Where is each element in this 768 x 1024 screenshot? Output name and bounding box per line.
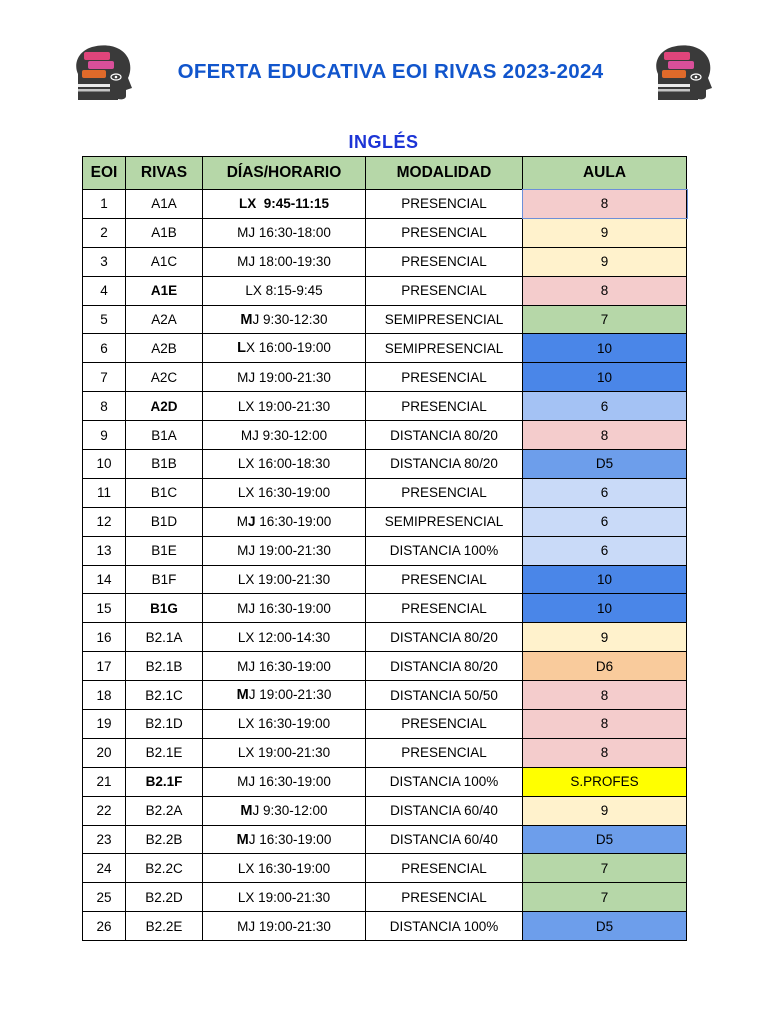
schedule-cell (203, 363, 366, 392)
schedule-days: MJ (237, 369, 256, 385)
rivas-group-cell: B2.1C (126, 681, 203, 710)
aula-cell: 7 (523, 854, 687, 883)
schedule-days: MJ (237, 658, 256, 674)
schedule-days: LX (237, 340, 256, 357)
schedule-cell (203, 681, 366, 710)
schedule-days: MJ (237, 543, 256, 559)
modalidad-cell: DISTANCIA 80/20 (366, 421, 523, 450)
modalidad-cell: PRESENCIAL (366, 594, 523, 623)
schedule-time: 16:30-19:00 (255, 658, 331, 674)
aula-cell: 8 (523, 276, 687, 305)
schedule-days: LX (237, 572, 255, 588)
schedule-time: 9:30-12:00 (258, 427, 328, 443)
schedule-time: 16:30-19:00 (255, 774, 331, 790)
schedule-cell (203, 710, 366, 739)
schedule-time: 19:00-21:30 (254, 889, 331, 905)
rivas-group-cell: B2.2A (126, 796, 203, 825)
rivas-group-cell: B1F (126, 565, 203, 594)
table-row (83, 767, 687, 796)
table-row (83, 305, 687, 334)
rivas-group-cell: B2.2D (126, 883, 203, 912)
schedule-time: 16:30-18:00 (255, 225, 331, 241)
eoi-number-cell: 22 (83, 796, 126, 825)
schedule-time: 19:00-21:30 (255, 687, 332, 703)
schedule-time: 16:30-19:00 (254, 860, 331, 876)
table-row (83, 594, 687, 623)
schedule-cell (203, 912, 366, 941)
table-row (83, 825, 687, 854)
schedule-time: 16:30-19:00 (255, 831, 332, 847)
schedule-cell (203, 276, 366, 305)
table-row (83, 334, 687, 363)
column-header-dias-horario: DÍAS/HORARIO (203, 157, 366, 190)
modalidad-cell: DISTANCIA 100% (366, 912, 523, 941)
rivas-group-cell: B2.1B (126, 652, 203, 681)
modalidad-cell: DISTANCIA 60/40 (366, 825, 523, 854)
schedule-days: MJ (237, 918, 256, 934)
table-body (83, 190, 687, 941)
schedule-days: MJ (240, 427, 259, 443)
schedule-days: LX (237, 398, 255, 414)
eoi-rivas-logo (650, 44, 716, 102)
aula-cell: 8 (523, 710, 687, 739)
schedule-days: LX (237, 485, 255, 501)
schedule-cell (203, 334, 366, 363)
eoi-rivas-logo (70, 44, 136, 102)
column-header-aula: AULA (523, 157, 687, 190)
eoi-number-cell: 20 (83, 738, 126, 767)
table-row (83, 738, 687, 767)
eoi-number-cell: 8 (83, 392, 126, 421)
schedule-cell (203, 825, 366, 854)
schedule-cell (203, 623, 366, 652)
modalidad-cell: DISTANCIA 100% (366, 536, 523, 565)
eoi-number-cell: 5 (83, 305, 126, 334)
aula-cell: D6 (523, 652, 687, 681)
rivas-group-cell: B1B (126, 450, 203, 479)
schedule-cell (203, 421, 366, 450)
schedule-days: MJ (240, 802, 260, 819)
table-row (83, 623, 687, 652)
rivas-group-cell: A2C (126, 363, 203, 392)
column-header-modalidad: MODALIDAD (366, 157, 523, 190)
modalidad-cell: PRESENCIAL (366, 392, 523, 421)
schedule-time: 19:00-21:30 (255, 918, 331, 934)
modalidad-cell: PRESENCIAL (366, 218, 523, 247)
schedule-time: 9:30-12:00 (259, 802, 328, 818)
rivas-group-cell: B1A (126, 421, 203, 450)
schedule-cell (203, 536, 366, 565)
schedule-time: 16:30-19:00 (255, 600, 331, 616)
modalidad-cell: PRESENCIAL (366, 190, 523, 219)
schedule-days: MJ (236, 831, 256, 848)
eoi-number-cell: 2 (83, 218, 126, 247)
schedule-cell (203, 854, 366, 883)
eoi-number-cell: 23 (83, 825, 126, 854)
table-row (83, 710, 687, 739)
table-header-row (83, 157, 687, 190)
schedule-days: LX (245, 283, 262, 299)
schedule-days: MJ (237, 225, 256, 241)
section-title: INGLÉS (348, 132, 419, 152)
aula-cell: 8 (523, 421, 687, 450)
eoi-number-cell: 25 (83, 883, 126, 912)
schedule-days: LX (237, 745, 255, 761)
eoi-number-cell: 19 (83, 710, 126, 739)
eoi-number-cell: 10 (83, 450, 126, 479)
modalidad-cell: PRESENCIAL (366, 363, 523, 392)
rivas-group-cell: B2.1D (126, 710, 203, 739)
course-schedule-table (82, 156, 687, 941)
schedule-time: 18:00-19:30 (255, 254, 331, 270)
table-row (83, 681, 687, 710)
modalidad-cell: PRESENCIAL (366, 276, 523, 305)
schedule-days: MJ (237, 774, 256, 790)
aula-cell: 6 (523, 536, 687, 565)
modalidad-cell: PRESENCIAL (366, 247, 523, 276)
schedule-days: MJ (236, 514, 256, 530)
aula-cell: D5 (523, 912, 687, 941)
rivas-group-cell: A1A (126, 190, 203, 219)
eoi-number-cell: 16 (83, 623, 126, 652)
aula-cell: 6 (523, 392, 687, 421)
table-row (83, 247, 687, 276)
schedule-days: LX (238, 196, 257, 212)
schedule-time: 19:00-21:30 (254, 745, 331, 761)
eoi-number-cell: 7 (83, 363, 126, 392)
schedule-days: MJ (237, 600, 256, 616)
table-row (83, 854, 687, 883)
aula-cell: 7 (523, 883, 687, 912)
rivas-group-cell: B1C (126, 478, 203, 507)
aula-cell: 9 (523, 218, 687, 247)
aula-cell: 6 (523, 478, 687, 507)
eoi-number-cell: 4 (83, 276, 126, 305)
modalidad-cell: DISTANCIA 80/20 (366, 652, 523, 681)
schedule-days: LX (237, 629, 255, 645)
aula-cell: D5 (523, 450, 687, 479)
rivas-group-cell: B2.1A (126, 623, 203, 652)
schedule-days: MJ (236, 687, 256, 704)
table-row (83, 565, 687, 594)
modalidad-cell: DISTANCIA 60/40 (366, 796, 523, 825)
eoi-number-cell: 17 (83, 652, 126, 681)
modalidad-cell: DISTANCIA 100% (366, 767, 523, 796)
rivas-group-cell: A1B (126, 218, 203, 247)
table-row (83, 536, 687, 565)
table-row (83, 363, 687, 392)
schedule-cell (203, 392, 366, 421)
schedule-time: 16:30-19:00 (254, 485, 331, 501)
aula-cell: 7 (523, 305, 687, 334)
aula-cell: D5 (523, 825, 687, 854)
rivas-group-cell: B2.2E (126, 912, 203, 941)
rivas-group-cell: B1E (126, 536, 203, 565)
aula-cell: 10 (523, 565, 687, 594)
table-row (83, 652, 687, 681)
rivas-group-cell: A1E (126, 276, 203, 305)
schedule-time: 16:30-19:00 (254, 716, 331, 732)
eoi-number-cell: 1 (83, 190, 126, 219)
eoi-number-cell: 13 (83, 536, 126, 565)
eoi-number-cell: 11 (83, 478, 126, 507)
schedule-cell (203, 190, 366, 219)
schedule-cell (203, 565, 366, 594)
eoi-number-cell: 9 (83, 421, 126, 450)
table-row (83, 478, 687, 507)
aula-cell: 8 (523, 190, 687, 219)
rivas-group-cell: A2D (126, 392, 203, 421)
rivas-group-cell: B2.1F (126, 767, 203, 796)
schedule-cell (203, 738, 366, 767)
modalidad-cell: PRESENCIAL (366, 478, 523, 507)
rivas-group-cell: B2.2B (126, 825, 203, 854)
modalidad-cell: PRESENCIAL (366, 710, 523, 739)
table-row (83, 190, 687, 219)
schedule-cell (203, 218, 366, 247)
column-header-rivas: RIVAS (126, 157, 203, 190)
schedule-time: 16:00-18:30 (254, 456, 331, 472)
table-row (83, 421, 687, 450)
schedule-time: 19:00-21:30 (254, 398, 331, 414)
schedule-days: LX (237, 456, 255, 472)
table-row (83, 883, 687, 912)
schedule-cell (203, 247, 366, 276)
schedule-days: MJ (240, 311, 260, 328)
aula-cell: S.PROFES (523, 767, 687, 796)
table-row (83, 912, 687, 941)
schedule-days: LX (237, 716, 255, 732)
document-title: OFERTA EDUCATIVA EOI RIVAS 2023-2024 (177, 60, 604, 83)
aula-cell: 6 (523, 507, 687, 536)
table-row (83, 218, 687, 247)
schedule-time: 12:00-14:30 (254, 629, 331, 645)
eoi-number-cell: 12 (83, 507, 126, 536)
schedule-time: 16:00-19:00 (255, 340, 331, 356)
schedule-cell (203, 450, 366, 479)
schedule-cell (203, 594, 366, 623)
schedule-time: 16:30-19:00 (255, 514, 332, 530)
schedule-cell (203, 796, 366, 825)
schedule-time: 19:00-21:30 (254, 572, 331, 588)
modalidad-cell: PRESENCIAL (366, 738, 523, 767)
rivas-group-cell: B1D (126, 507, 203, 536)
rivas-group-cell: A2A (126, 305, 203, 334)
rivas-group-cell: B1G (126, 594, 203, 623)
rivas-group-cell: A1C (126, 247, 203, 276)
modalidad-cell: SEMIPRESENCIAL (366, 507, 523, 536)
modalidad-cell: DISTANCIA 80/20 (366, 450, 523, 479)
eoi-number-cell: 15 (83, 594, 126, 623)
schedule-cell (203, 652, 366, 681)
eoi-number-cell: 21 (83, 767, 126, 796)
aula-cell: 9 (523, 623, 687, 652)
modalidad-cell: SEMIPRESENCIAL (366, 305, 523, 334)
schedule-time: 8:15-9:45 (261, 283, 323, 299)
modalidad-cell: DISTANCIA 50/50 (366, 681, 523, 710)
table-row (83, 796, 687, 825)
eoi-number-cell: 24 (83, 854, 126, 883)
rivas-group-cell: B2.2C (126, 854, 203, 883)
eoi-number-cell: 6 (83, 334, 126, 363)
table-row (83, 392, 687, 421)
modalidad-cell: SEMIPRESENCIAL (366, 334, 523, 363)
eoi-number-cell: 14 (83, 565, 126, 594)
modalidad-cell: PRESENCIAL (366, 565, 523, 594)
aula-cell: 10 (523, 334, 687, 363)
schedule-cell (203, 767, 366, 796)
schedule-days: LX (237, 860, 255, 876)
aula-cell: 10 (523, 594, 687, 623)
schedule-time: 19:00-21:30 (255, 369, 331, 385)
rivas-group-cell: B2.1E (126, 738, 203, 767)
aula-cell: 10 (523, 363, 687, 392)
schedule-days: MJ (237, 254, 256, 270)
schedule-time: 9:30-12:30 (259, 311, 328, 327)
schedule-cell (203, 305, 366, 334)
eoi-number-cell: 18 (83, 681, 126, 710)
schedule-cell (203, 478, 366, 507)
aula-cell: 9 (523, 796, 687, 825)
table-row (83, 450, 687, 479)
schedule-cell (203, 507, 366, 536)
schedule-time: 9:45-11:15 (256, 196, 330, 212)
table-row (83, 276, 687, 305)
aula-cell: 9 (523, 247, 687, 276)
column-header-eoi: EOI (83, 157, 126, 190)
aula-cell: 8 (523, 738, 687, 767)
table-row (83, 507, 687, 536)
modalidad-cell: PRESENCIAL (366, 883, 523, 912)
rivas-group-cell: A2B (126, 334, 203, 363)
schedule-days: LX (237, 889, 255, 905)
modalidad-cell: PRESENCIAL (366, 854, 523, 883)
aula-cell: 8 (523, 681, 687, 710)
eoi-number-cell: 26 (83, 912, 126, 941)
schedule-cell (203, 883, 366, 912)
schedule-time: 19:00-21:30 (255, 543, 331, 559)
eoi-number-cell: 3 (83, 247, 126, 276)
modalidad-cell: DISTANCIA 80/20 (366, 623, 523, 652)
